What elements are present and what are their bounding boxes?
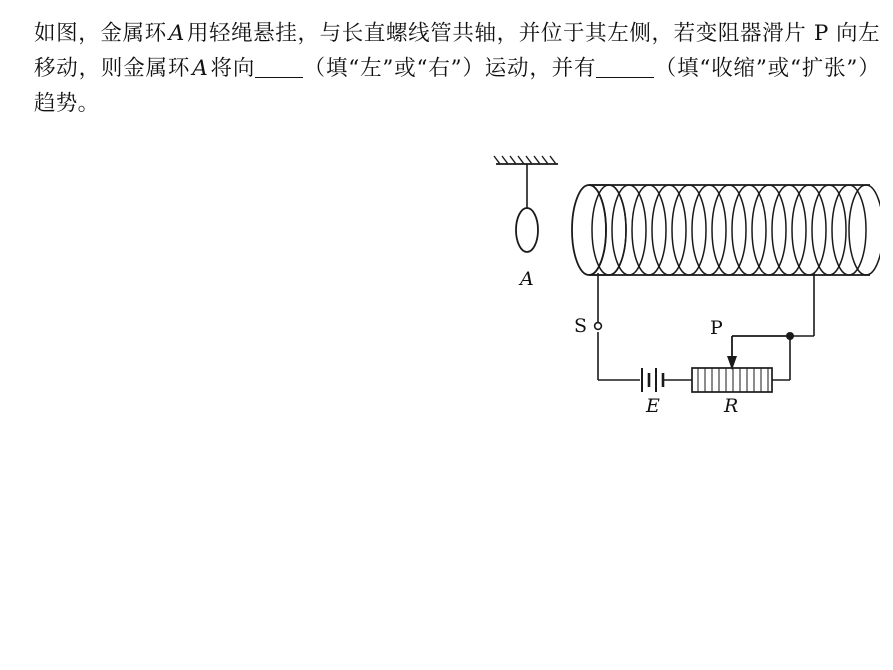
answer-blank-two[interactable] bbox=[596, 57, 654, 78]
label-switch: S bbox=[574, 315, 588, 337]
right-return-wire bbox=[772, 273, 814, 380]
circuit-svg bbox=[470, 140, 880, 430]
slider-P[interactable] bbox=[710, 317, 790, 370]
label-battery: E bbox=[646, 395, 660, 417]
variable-a-second: A bbox=[192, 56, 209, 81]
question-segment-1: 如图，金属环 bbox=[34, 21, 167, 46]
metal-ring bbox=[516, 208, 538, 252]
label-ring: A bbox=[520, 268, 534, 290]
question-segment-3: 将向 bbox=[210, 56, 256, 81]
label-rheostat: R bbox=[724, 395, 739, 417]
answer-blank-one[interactable] bbox=[255, 57, 303, 78]
solenoid-coil bbox=[572, 185, 880, 275]
question-segment-4: （填“左”或“右”）运动，并有 bbox=[303, 56, 597, 81]
question-segment-5: （填“收缩”或“扩张”）趋势。 bbox=[34, 56, 880, 116]
physics-diagram bbox=[470, 140, 880, 430]
variable-a-first: A bbox=[168, 21, 185, 46]
question-text bbox=[34, 16, 880, 121]
switch-S[interactable] bbox=[574, 315, 601, 380]
question-segment-2: 用轻绳悬挂，与长直螺线管共轴，并位于其左侧，若变阻器滑片 P 向左移动，则金属环 bbox=[34, 21, 880, 81]
ceiling-support-icon bbox=[494, 156, 558, 164]
label-slider: P bbox=[710, 317, 723, 339]
rheostat-R[interactable] bbox=[692, 368, 772, 417]
battery-E bbox=[642, 368, 692, 417]
